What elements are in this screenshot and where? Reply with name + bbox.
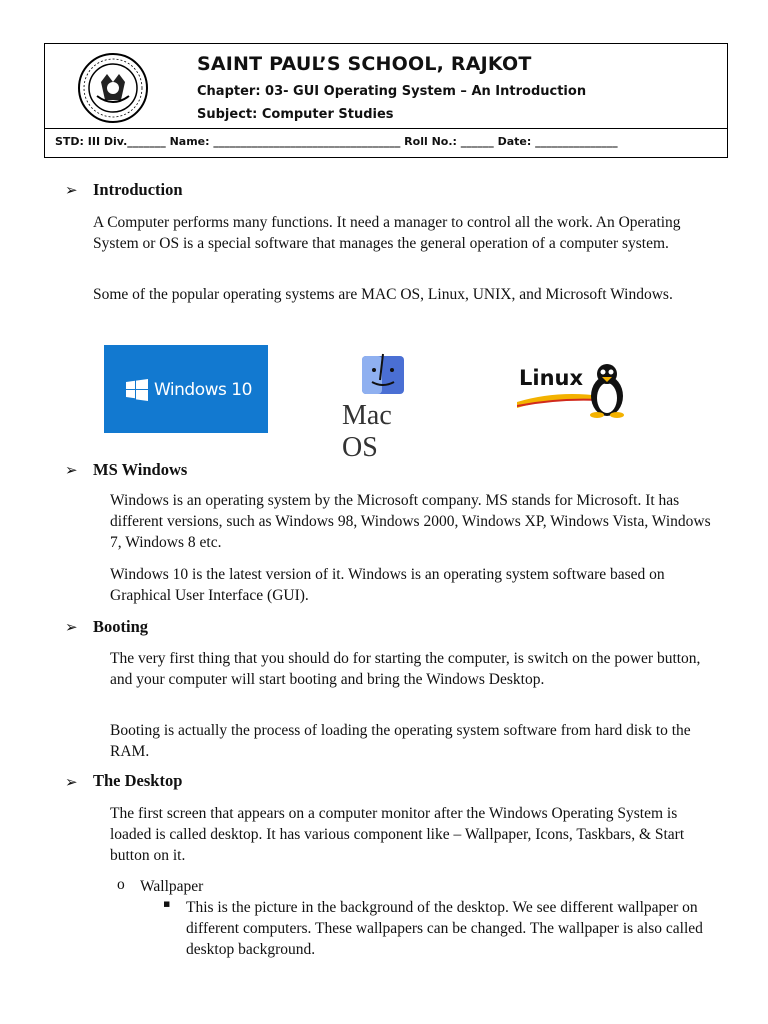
bullet-arrow-icon: ➢: [65, 618, 78, 636]
intro-paragraph-2: Some of the popular operating systems are MAC OS, Linux, UNIX, and Microsoft Windows.: [93, 286, 673, 303]
ms-windows-paragraph-1: Windows is an operating system by the Microsoft company. MS stands for Microsoft. It has different versions, such as Windows 98, Windows 2000, Windows XP, Windows Vista, Windows 7, Windows 8 etc.: [110, 492, 711, 551]
booting-paragraph-1: The very first thing that you should do for starting the computer, is switch on the power button, and your computer will start booting and bring the Windows Desktop.: [110, 650, 701, 688]
intro-paragraph-1: A Computer performs many functions. It need a manager to control all the work. An Operating System or OS is a special software that manages the general operation of a computer system.: [93, 214, 681, 252]
linux-logo-text: Linux: [519, 366, 584, 390]
ms-windows-paragraph-2: Windows 10 is the latest version of it. Windows is an operating system software based on Graphical User Interface (GUI).: [110, 566, 665, 604]
subject-title: Subject: Computer Studies: [197, 107, 394, 122]
section-heading-ms-windows: MS Windows: [93, 460, 188, 479]
desktop-paragraph-1: The first screen that appears on a computer monitor after the Windows Operating System is loaded is called desktop. It has various component like – Wallpaper, Icons, Taskbars, & Start button on it.: [110, 805, 685, 864]
section-heading-booting: Booting: [93, 617, 149, 636]
tux-penguin-icon: [587, 362, 627, 418]
mac-finder-icon: [360, 350, 406, 396]
chapter-title: Chapter: 03- GUI Operating System – An Introduction: [197, 84, 587, 99]
bullet-arrow-icon: ➢: [65, 461, 78, 479]
school-name: SAINT PAUL’S SCHOOL, RAJKOT: [197, 53, 532, 75]
mac-logo-text: Mac OS: [342, 400, 392, 463]
school-logo-icon: [77, 52, 149, 124]
wallpaper-label: Wallpaper: [140, 878, 204, 895]
section-heading-desktop: The Desktop: [93, 771, 183, 790]
square-bullet-icon: ▪: [163, 897, 171, 910]
bullet-arrow-icon: ➢: [65, 181, 78, 199]
linux-logo: [515, 352, 627, 418]
windows-logo-text: Windows 10: [154, 380, 252, 400]
mac-os-logo: [338, 350, 434, 463]
wallpaper-description: This is the picture in the background of the desktop. We see different wallpaper on different computers. These wallpapers can be changed. The wallpaper is also called desktop background.: [186, 899, 703, 958]
worksheet-header: [44, 43, 728, 158]
windows-10-logo: [104, 345, 268, 433]
windows-icon: [126, 379, 148, 401]
header-divider: [45, 128, 727, 129]
section-heading-introduction: Introduction: [93, 180, 183, 199]
student-info-line: STD: III Div._______ Name: __________________________________ Roll No.: ______ Date: _______________: [55, 135, 618, 148]
circle-bullet-icon: o: [117, 876, 125, 893]
booting-paragraph-2: Booting is actually the process of loading the operating system software from hard disk to the RAM.: [110, 722, 691, 760]
bullet-arrow-icon: ➢: [65, 773, 78, 791]
